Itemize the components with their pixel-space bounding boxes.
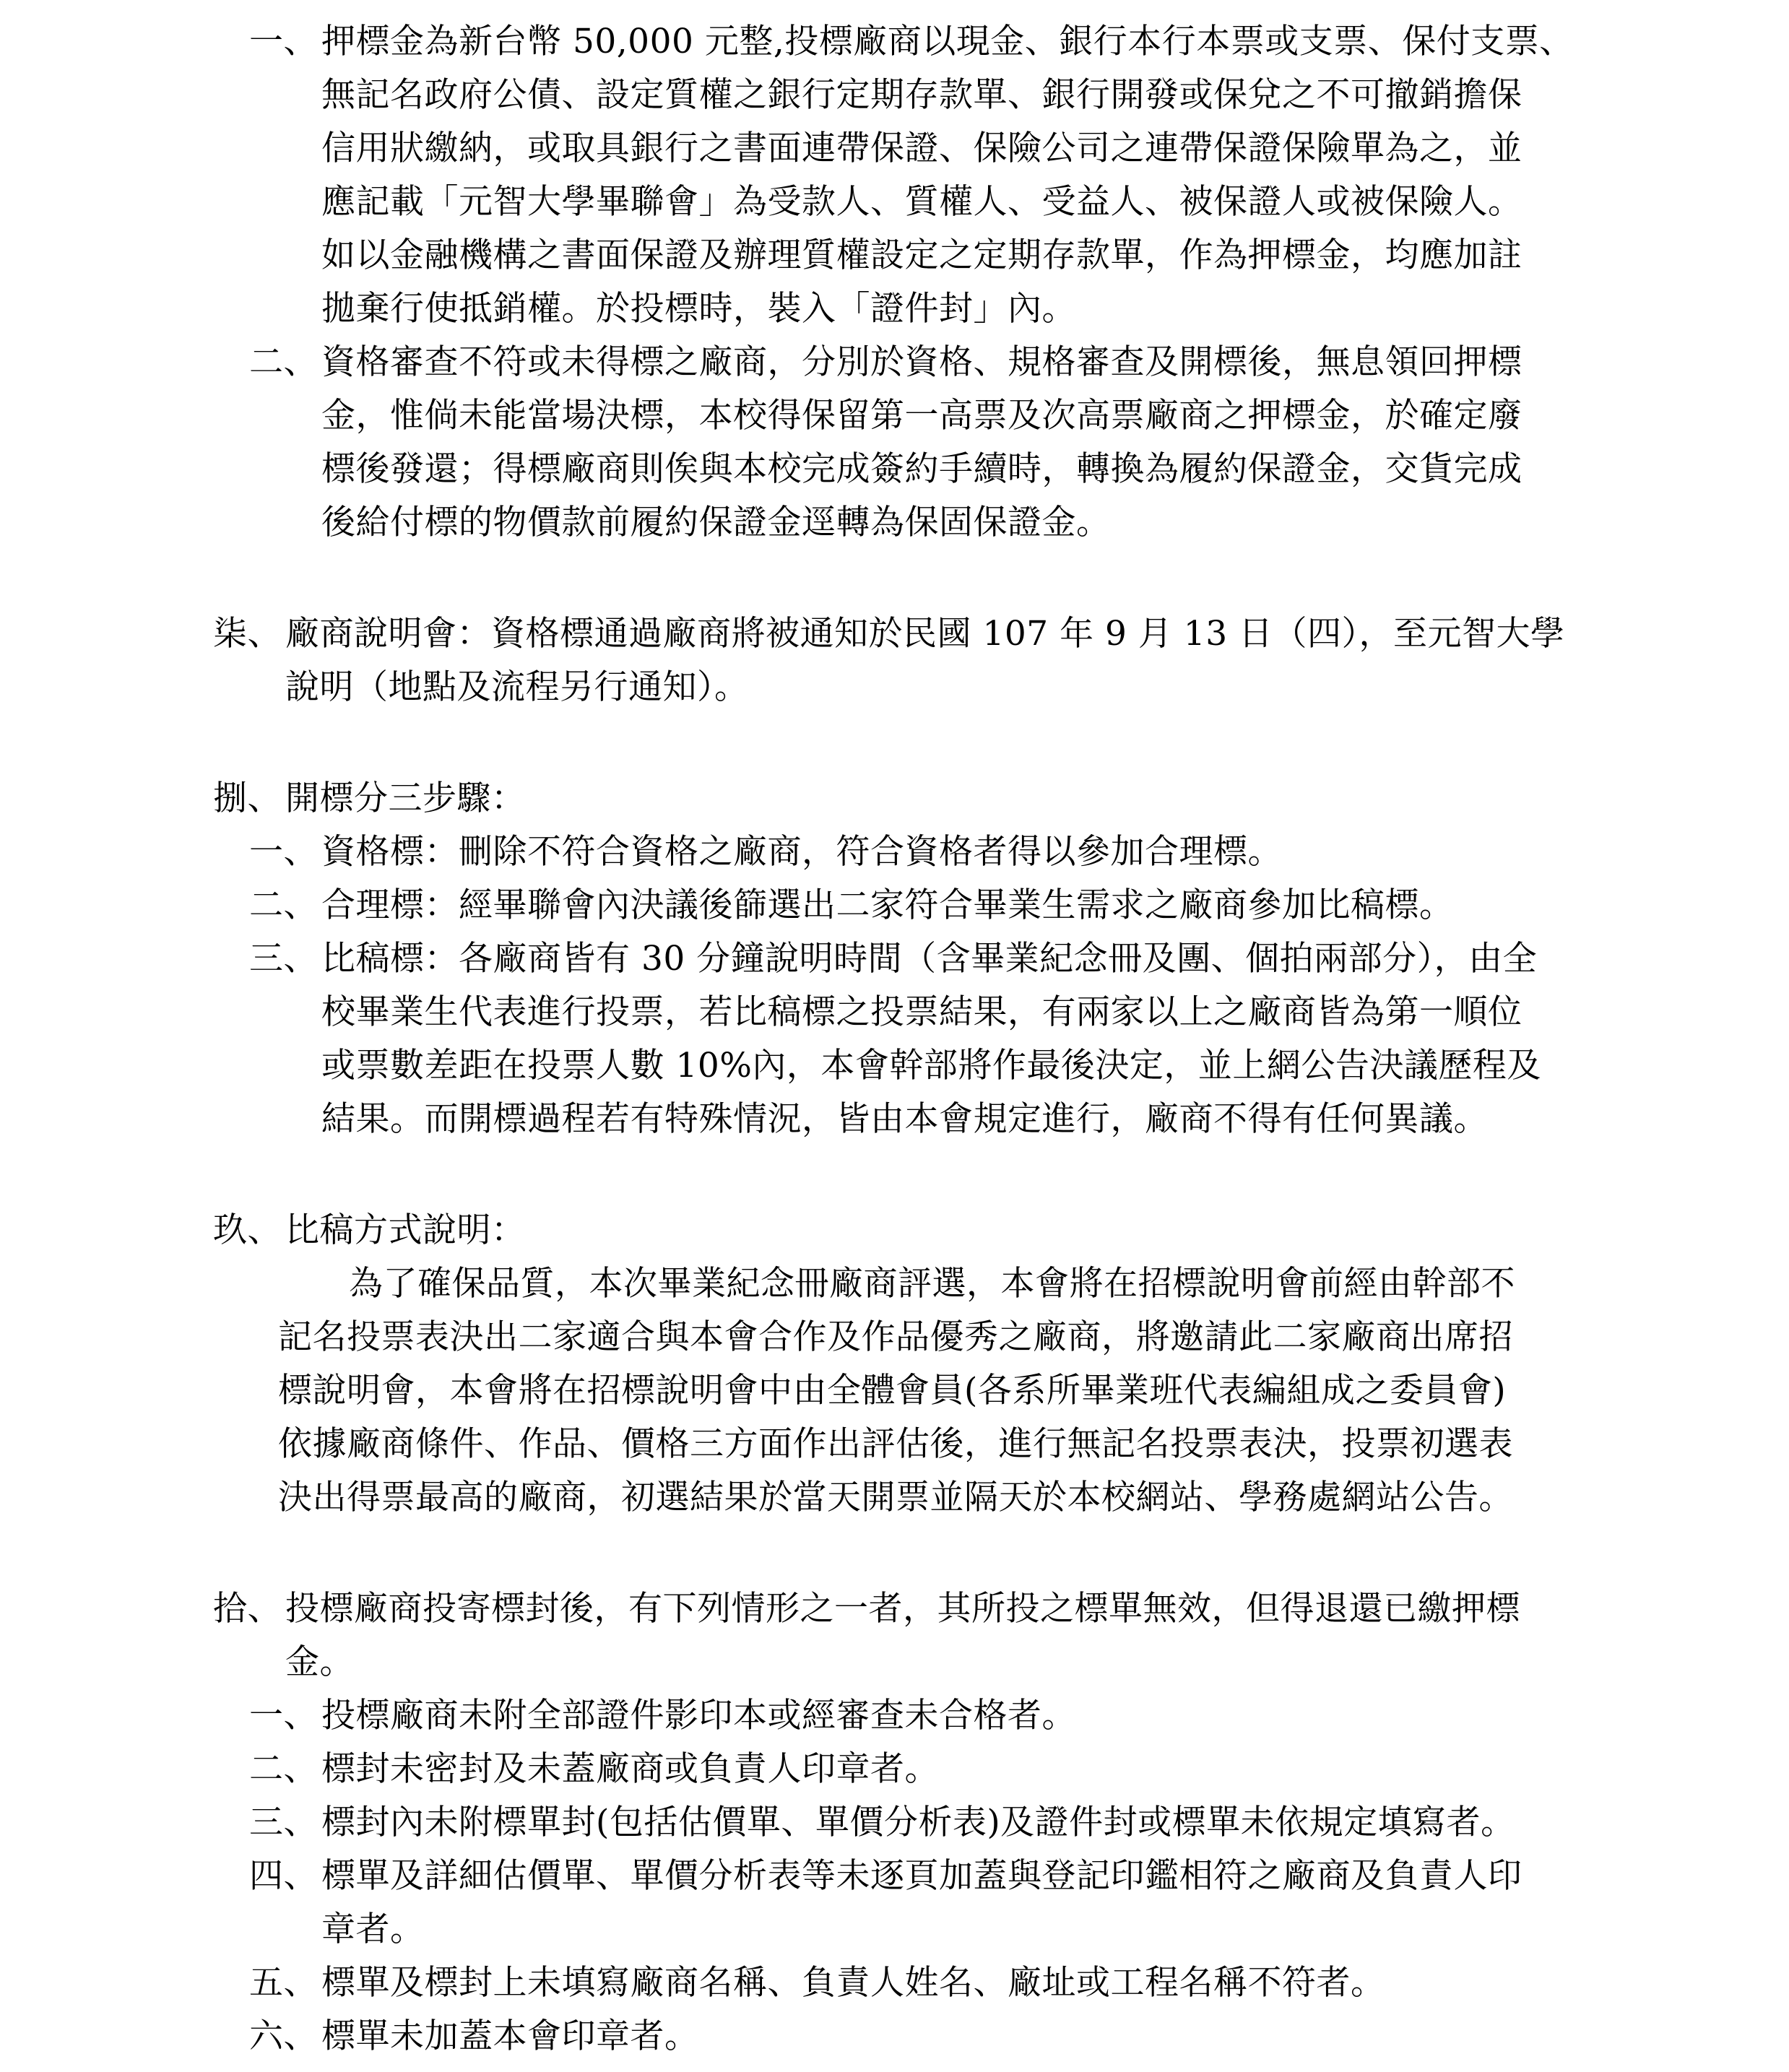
section-number: 拾、 bbox=[213, 1589, 282, 1629]
text-line: 結果。而開標過程若有特殊情況，皆由本會規定進行，廠商不得有任何異議。 bbox=[321, 1099, 1488, 1139]
text-line: 標封未密封及未蓋廠商或負責人印章者。 bbox=[321, 1749, 939, 1789]
text-line: 章者。 bbox=[321, 1910, 425, 1949]
text-line: 依據廠商條件、作品、價格三方面作出評估後，進行無記名投票表決，投票初選表 bbox=[278, 1424, 1513, 1464]
item-number: 三、 bbox=[249, 1803, 318, 1842]
text-line: 標單未加蓋本會印章者。 bbox=[321, 2016, 699, 2056]
item-number: 二、 bbox=[249, 1749, 318, 1789]
section-number: 柒、 bbox=[213, 614, 282, 654]
section-title: 開標分三步驟： bbox=[285, 779, 526, 818]
text-line: 記名投票表決出二家適合與本會合作及作品優秀之廠商，將邀請此二家廠商出席招 bbox=[278, 1317, 1513, 1357]
text-line: 廠商說明會：資格標通過廠商將被通知於民國 107 年 9 月 13 日（四），至元智大學 bbox=[285, 614, 1565, 654]
text-line: 說明（地點及流程另行通知）。 bbox=[285, 667, 749, 707]
text-line: 信用狀繳納，或取具銀行之書面連帶保證、保險公司之連帶保證保險單為之，並 bbox=[321, 129, 1522, 168]
text-line: 押標金為新台幣 50,000 元整,投標廠商以現金、銀行本行本票或支票、保付支票、 bbox=[321, 22, 1574, 61]
item-number: 二、 bbox=[249, 885, 318, 925]
text-line: 金，惟倘未能當場決標，本校得保留第一高票及次高票廠商之押標金，於確定廢 bbox=[321, 396, 1522, 435]
item-number: 四、 bbox=[249, 1856, 318, 1896]
item-number: 三、 bbox=[249, 939, 318, 979]
text-line: 標封內未附標單封(包括估價單、單價分析表)及證件封或標單未依規定填寫者。 bbox=[321, 1803, 1515, 1842]
text-line: 資格審查不符或未得標之廠商，分別於資格、規格審查及開標後，無息領回押標 bbox=[321, 342, 1522, 382]
item-number: 六、 bbox=[249, 2016, 318, 2056]
section-title: 比稿方式說明： bbox=[285, 1210, 526, 1250]
text-line: 標單及詳細估價單、單價分析表等未逐頁加蓋與登記印鑑相符之廠商及負責人印 bbox=[321, 1856, 1522, 1896]
text-line: 投標廠商投寄標封後，有下列情形之一者，其所投之標單無效，但得退還已繳押標 bbox=[285, 1589, 1520, 1629]
item-number: 一、 bbox=[249, 832, 318, 872]
text-line: 拋棄行使抵銷權。於投標時，裝入「證件封」內。 bbox=[321, 289, 1076, 329]
item-number: 五、 bbox=[249, 1963, 318, 2003]
text-line: 金。 bbox=[285, 1642, 354, 1682]
text-line: 資格標：刪除不符合資格之廠商，符合資格者得以參加合理標。 bbox=[321, 832, 1282, 872]
text-line: 決出得票最高的廠商，初選結果於當天開票並隔天於本校網站、學務處網站公告。 bbox=[278, 1478, 1513, 1517]
text-line: 校畢業生代表進行投票，若比稿標之投票結果，有兩家以上之廠商皆為第一順位 bbox=[321, 992, 1522, 1032]
item-number: 一、 bbox=[249, 22, 318, 61]
text-line: 無記名政府公債、設定質權之銀行定期存款單、銀行開發或保兌之不可撤銷擔保 bbox=[321, 75, 1522, 115]
text-line: 或票數差距在投票人數 10%內，本會幹部將作最後決定，並上網公告決議歷程及 bbox=[321, 1046, 1541, 1085]
text-line: 為了確保品質，本次畢業紀念冊廠商評選，本會將在招標說明會前經由幹部不 bbox=[349, 1264, 1515, 1304]
text-line: 投標廠商未附全部證件影印本或經審查未合格者。 bbox=[321, 1696, 1076, 1735]
section-number: 捌、 bbox=[213, 779, 282, 818]
text-line: 後給付標的物價款前履約保證金逕轉為保固保證金。 bbox=[321, 503, 1111, 542]
item-number: 一、 bbox=[249, 1696, 318, 1735]
text-line: 標單及標封上未填寫廠商名稱、負責人姓名、廠址或工程名稱不符者。 bbox=[321, 1963, 1385, 2003]
text-line: 如以金融機構之書面保證及辦理質權設定之定期存款單，作為押標金，均應加註 bbox=[321, 235, 1522, 275]
item-number: 二、 bbox=[249, 342, 318, 382]
text-line: 標說明會，本會將在招標說明會中由全體會員(各系所畢業班代表編組成之委員會) bbox=[278, 1371, 1507, 1410]
section-number: 玖、 bbox=[213, 1210, 282, 1250]
text-line: 標後發還；得標廠商則俟與本校完成簽約手續時，轉換為履約保證金，交貨完成 bbox=[321, 449, 1522, 489]
text-line: 應記載「元智大學畢聯會」為受款人、質權人、受益人、被保證人或被保險人。 bbox=[321, 182, 1522, 222]
text-line: 合理標：經畢聯會內決議後篩選出二家符合畢業生需求之廠商參加比稿標。 bbox=[321, 885, 1454, 925]
text-line: 比稿標：各廠商皆有 30 分鐘說明時間（含畢業紀念冊及團、個拍兩部分），由全 bbox=[321, 939, 1538, 979]
